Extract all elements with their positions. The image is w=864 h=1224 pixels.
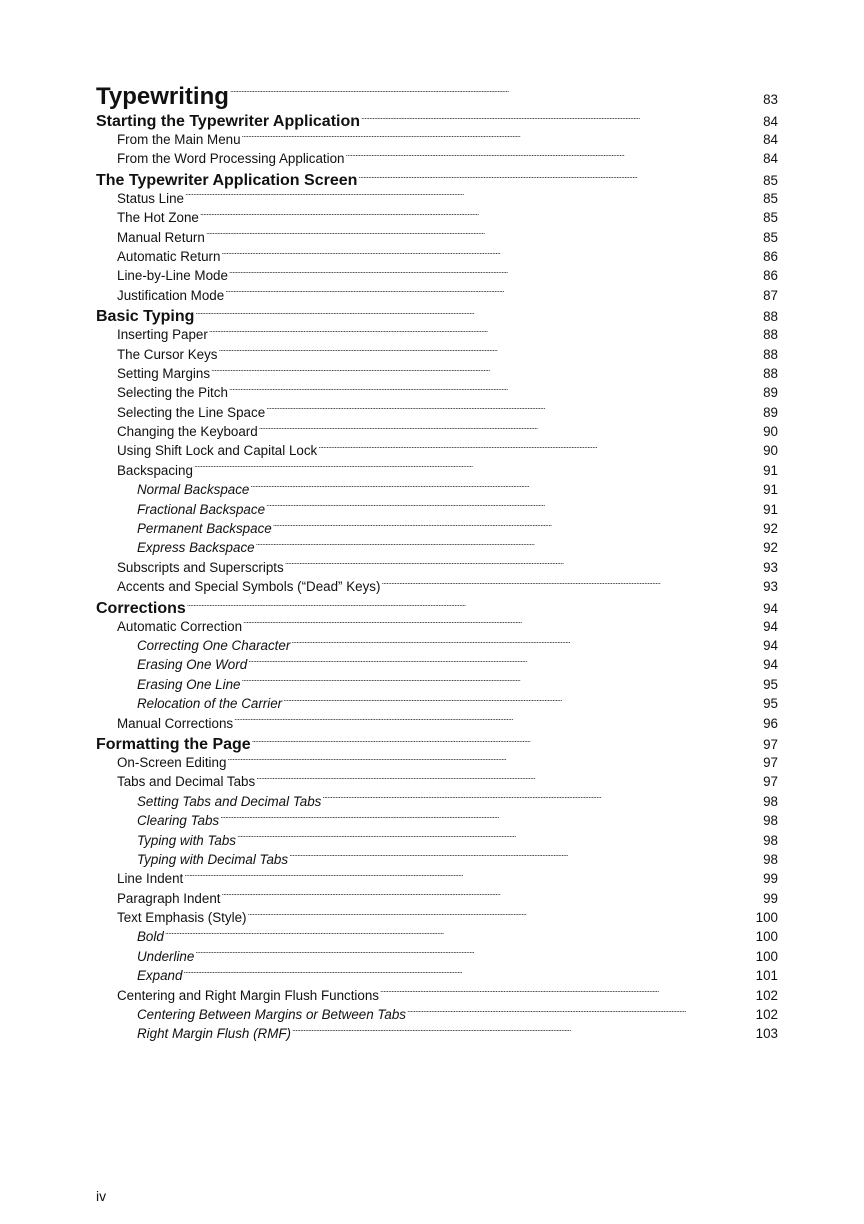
toc-entry [96,636,778,655]
toc-entry [96,538,778,557]
toc-entry-title: Expand [137,968,183,984]
toc-entry-title: Automatic Correction [117,618,243,634]
toc-entry [96,149,778,168]
toc-entry [96,383,778,402]
toc-entry-page: 96 [763,715,778,731]
toc-entry-title: Manual Return [117,229,205,245]
toc-entry [96,228,778,247]
toc-entry-page: 93 [763,579,778,595]
toc-entry-title: Typewriting [96,83,229,110]
toc-entry-page: 102 [755,987,778,1003]
toc-entry-title: Fractional Backspace [137,501,266,517]
dot-leader [289,851,756,864]
toc-entry [96,558,778,577]
toc-entry [96,189,778,208]
dot-leader [234,714,756,727]
dot-leader [187,597,756,613]
toc-entry-page: 91 [763,482,778,498]
toc-entry-title: Status Line [117,190,184,206]
toc-entry-title: Erasing One Word [137,657,248,673]
dot-leader [248,656,756,669]
toc-entry-page: 98 [763,851,778,867]
table-of-contents [96,80,778,1044]
toc-entry-title: Justification Mode [117,287,225,303]
dot-leader [220,812,756,825]
toc-entry-title: Typing with Decimal Tabs [137,851,289,867]
toc-heading [96,597,778,617]
toc-entry-page: 87 [763,287,778,303]
dot-leader [346,150,757,163]
toc-entry [96,130,778,149]
toc-entry-page: 94 [763,618,778,634]
dot-leader [241,675,756,688]
dot-leader [211,365,756,378]
toc-entry-page: 88 [763,346,778,362]
toc-entry [96,889,778,908]
dot-leader [259,423,756,436]
toc-entry-page: 97 [763,736,778,752]
dot-leader [273,520,756,533]
dot-leader [183,967,751,980]
toc-entry [96,617,778,636]
toc-entry [96,577,778,596]
toc-entry-title: Tabs and Decimal Tabs [117,774,256,790]
dot-leader [218,345,756,358]
dot-leader [292,1025,752,1038]
toc-entry-page: 88 [763,309,778,325]
toc-entry [96,869,778,888]
toc-entry-page: 98 [763,793,778,809]
toc-entry-title: Text Emphasis (Style) [117,910,247,926]
toc-entry-title: The Cursor Keys [117,346,218,362]
dot-leader [322,792,756,805]
dot-leader [206,228,756,241]
toc-entry-title: Setting Margins [117,365,211,381]
dot-leader [266,403,756,416]
dot-leader [283,695,756,708]
dot-leader [252,733,756,749]
toc-entry-title: Selecting the Line Space [117,404,266,420]
dot-leader [200,209,756,222]
toc-heading [96,305,778,325]
toc-entry [96,422,778,441]
dot-leader [221,248,756,261]
toc-entry-title: Backspacing [117,462,193,478]
toc-entry-page: 99 [763,890,778,906]
toc-entry [96,792,778,811]
dot-leader [285,558,756,571]
toc-entry-title: Permanent Backspace [137,521,272,537]
toc-entry-page: 91 [763,462,778,478]
toc-entry [96,1024,778,1043]
toc-heading [96,80,778,110]
toc-entry-page: 84 [763,132,778,147]
dot-leader [230,80,756,104]
dot-leader [229,384,756,397]
toc-entry-page: 97 [763,754,778,770]
toc-entry-page: 92 [763,540,778,556]
toc-entry-title: Manual Corrections [117,715,234,731]
toc-entry-page: 85 [763,172,778,188]
toc-entry-page: 101 [755,968,778,984]
toc-entry-title: From the Main Menu [117,132,241,147]
toc-entry [96,266,778,285]
toc-entry [96,364,778,383]
toc-entry [96,461,778,480]
dot-leader [291,637,756,650]
toc-entry-title: Starting the Typewriter Application [96,113,361,130]
toc-heading [96,110,778,130]
toc-entry-title: Clearing Tabs [137,813,220,829]
toc-entry [96,811,778,830]
toc-entry-page: 94 [763,600,778,616]
toc-entry [96,345,778,364]
toc-entry-title: Inserting Paper [117,327,208,343]
toc-entry-title: Formatting the Page [96,735,251,753]
toc-entry [96,714,778,733]
toc-entry [96,831,778,850]
toc-entry [96,753,778,772]
toc-entry-page: 100 [755,910,778,926]
toc-entry-page: 86 [763,268,778,284]
toc-entry-page: 100 [755,948,778,964]
toc-entry [96,850,778,869]
toc-entry [96,908,778,927]
dot-leader [242,131,756,144]
toc-entry [96,694,778,713]
dot-leader [318,442,756,455]
toc-entry-page: 102 [755,1007,778,1023]
toc-entry-page: 89 [763,404,778,420]
toc-entry-title: Basic Typing [96,308,195,326]
toc-entry-title: Paragraph Indent [117,890,221,906]
toc-entry-page: 90 [763,424,778,440]
toc-entry-page: 100 [755,929,778,945]
toc-entry [96,675,778,694]
toc-entry-title: The Typewriter Application Screen [96,171,358,189]
toc-entry [96,500,778,519]
toc-entry-title: Erasing One Line [137,676,241,692]
toc-entry-page: 85 [763,190,778,206]
toc-entry-page: 97 [763,774,778,790]
dot-leader [407,1006,752,1019]
toc-entry-title: Underline [137,948,195,964]
dot-leader [237,831,756,844]
toc-entry-page: 98 [763,813,778,829]
toc-entry-page: 93 [763,559,778,575]
toc-entry [96,286,778,305]
toc-entry [96,772,778,791]
toc-entry-title: Changing the Keyboard [117,424,258,440]
toc-entry-title: The Hot Zone [117,210,199,226]
toc-entry [96,480,778,499]
page-number: iv [96,1188,107,1204]
toc-entry-title: Correcting One Character [137,637,291,653]
toc-entry [96,403,778,422]
toc-entry [96,966,778,985]
dot-leader [381,578,756,591]
toc-entry-page: 88 [763,327,778,343]
toc-entry-title: Corrections [96,599,186,617]
toc-heading [96,733,778,753]
toc-entry-title: Line-by-Line Mode [117,268,228,284]
dot-leader [165,928,752,941]
dot-leader [227,754,756,767]
toc-entry-page: 84 [763,114,778,129]
toc-entry-page: 99 [763,871,778,887]
toc-entry-page: 103 [755,1026,778,1042]
toc-entry-title: From the Word Processing Application [117,151,345,167]
toc-entry-page: 95 [763,696,778,712]
dot-leader [361,110,756,126]
toc-entry [96,325,778,344]
toc-heading [96,169,778,189]
toc-entry [96,247,778,266]
toc-entry-title: Setting Tabs and Decimal Tabs [137,793,322,809]
dot-leader [184,870,756,883]
toc-entry-title: On-Screen Editing [117,754,227,770]
toc-entry-title: Typing with Tabs [137,832,236,848]
toc-entry [96,519,778,538]
toc-entry [96,655,778,674]
toc-entry-title: Accents and Special Symbols (“Dead” Keys) [117,579,381,595]
toc-entry [96,1005,778,1024]
toc-entry-title: Normal Backspace [137,482,250,498]
toc-entry-title: Centering Between Margins or Between Tabs [137,1007,406,1023]
toc-entry-title: Bold [137,929,164,945]
toc-entry-page: 86 [763,248,778,264]
dot-leader [250,481,756,494]
toc-entry-page: 95 [763,676,778,692]
toc-entry-page: 85 [763,229,778,245]
toc-entry [96,927,778,946]
toc-entry-title: Centering and Right Margin Flush Functions [117,987,379,1003]
toc-entry-title: Line Indent [117,871,184,887]
toc-entry [96,208,778,227]
toc-entry-page: 84 [763,151,778,167]
toc-entry-title: Using Shift Lock and Capital Lock [117,443,318,459]
toc-entry-title: Subscripts and Superscripts [117,559,284,575]
dot-leader [243,617,756,630]
toc-entry-page: 88 [763,365,778,381]
toc-entry [96,986,778,1005]
dot-leader [194,461,756,474]
dot-leader [195,305,756,321]
toc-entry-page: 94 [763,637,778,653]
dot-leader [247,909,751,922]
toc-entry-page: 94 [763,657,778,673]
toc-entry-title: Relocation of the Carrier [137,696,283,712]
dot-leader [185,189,756,202]
dot-leader [256,539,756,552]
dot-leader [256,773,756,786]
toc-entry-page: 89 [763,385,778,401]
dot-leader [266,500,756,513]
toc-entry-title: Automatic Return [117,248,221,264]
dot-leader [358,169,756,185]
dot-leader [209,326,756,339]
toc-entry-page: 98 [763,832,778,848]
toc-entry-page: 92 [763,521,778,537]
toc-entry-title: Express Backspace [137,540,255,556]
toc-entry-title: Right Margin Flush (RMF) [137,1026,292,1042]
toc-entry-page: 90 [763,443,778,459]
toc-entry-page: 85 [763,210,778,226]
toc-entry-page: 91 [763,501,778,517]
dot-leader [221,889,756,902]
toc-entry-page: 83 [763,92,778,107]
toc-entry [96,947,778,966]
toc-entry [96,441,778,460]
dot-leader [229,267,756,280]
toc-entry-title: Selecting the Pitch [117,385,228,401]
dot-leader [225,286,756,299]
dot-leader [380,986,752,999]
dot-leader [195,947,751,960]
